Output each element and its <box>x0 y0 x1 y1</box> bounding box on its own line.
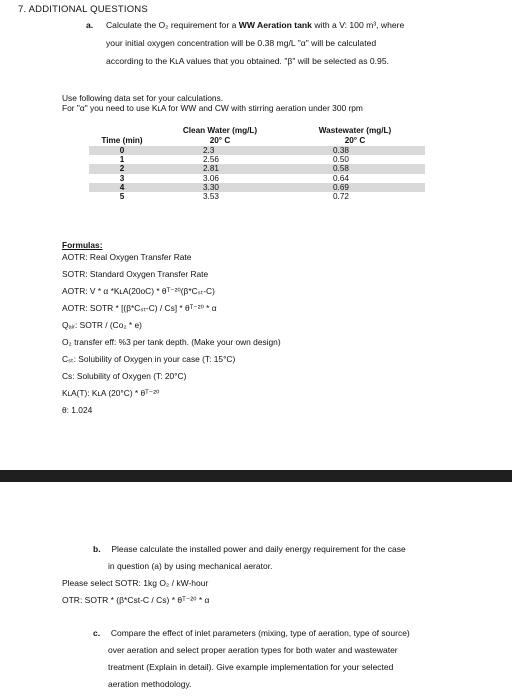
question-a <box>86 16 404 70</box>
question-b-label: b. <box>93 544 101 554</box>
col-clean-header <box>155 126 285 146</box>
cell-ww: 0.38 <box>285 146 425 155</box>
table-row <box>89 146 425 155</box>
question-c-line3: treatment (Explain in detail). Give example implementation for your selected <box>108 662 394 672</box>
table-row <box>89 183 425 192</box>
cell-clean: 2.56 <box>203 155 219 165</box>
cell-clean: 3.53 <box>203 192 219 202</box>
cell-time: 0 <box>89 146 155 155</box>
col-ww-sub: 20° C <box>344 136 366 145</box>
cell-time: 4 <box>89 183 155 192</box>
formula-line: KʟA(T): KʟA (20°C) * θᵀ⁻²⁰ <box>62 388 160 398</box>
cell-time: 5 <box>119 192 125 202</box>
question-c-text1: Compare the effect of inlet parameters (mixing, type of aeration, type of source) <box>110 628 410 638</box>
question-b-line4: OTR: SOTR * (β*Cst-C / Cs) * θᵀ⁻²⁰ * α <box>62 595 210 605</box>
question-c-line4: aeration methodology. <box>108 679 192 689</box>
question-c-line1 <box>93 628 410 638</box>
question-c-line2: over aeration and select proper aeration types for both water and wastewater <box>108 645 398 655</box>
page-2 <box>0 482 512 700</box>
table-row <box>89 164 425 173</box>
cell-clean: 3.06 <box>203 173 219 183</box>
data-table <box>89 126 425 201</box>
cell-clean: 2.81 <box>155 164 285 173</box>
question-a-line1: Calculate the O₂ requirement for a <box>105 20 237 30</box>
question-b-text1: Please calculate the installed power and daily energy requirement for the case <box>111 544 406 554</box>
formula-line: AOTR: V * α *KʟA(20oC) * θᵀ⁻²⁰(β*Cₛₜ-C) <box>62 286 215 296</box>
page-divider <box>0 470 512 482</box>
question-c-label: c. <box>93 628 101 638</box>
cell-time: 2 <box>89 164 155 173</box>
formula-line: SOTR: Standard Oxygen Transfer Rate <box>62 269 209 279</box>
question-b-line3: Please select SOTR: 1kg O₂ / kW-hour <box>62 578 209 588</box>
cell-time: 3 <box>119 173 125 183</box>
question-a-label: a. <box>86 20 94 30</box>
cell-time: 1 <box>119 155 125 165</box>
question-b-line1 <box>93 544 406 554</box>
formula-line: AOTR: SOTR * [(β*Cₛₜ-C) / Cs] * θᵀ⁻²⁰ * α <box>62 303 217 313</box>
question-a-line3: according to the KʟA values that you obtained. "β" will be selected as 0.95. <box>106 56 390 66</box>
question-a-line2: your initial oxygen concentration will be 0.38 mg/L "α" will be calculated <box>106 38 377 48</box>
question-a-bold: WW Aeration tank <box>238 20 312 30</box>
table-row <box>89 174 425 183</box>
section-heading: 7. ADDITIONAL QUESTIONS <box>18 4 148 15</box>
cell-clean: 3.30 <box>155 183 285 192</box>
formula-line: O₂ transfer eff: %3 per tank depth. (Make your own design) <box>62 337 281 347</box>
col-clean-sub: 20° C <box>209 136 231 145</box>
data-intro-line1: Use following data set for your calculations. <box>62 93 224 103</box>
cell-ww: 0.72 <box>333 192 349 202</box>
cell-ww: 0.50 <box>333 155 349 165</box>
formula-line: Cs: Solubility of Oxygen (T: 20°C) <box>62 371 187 381</box>
question-b-line2: in question (a) by using mechanical aerator. <box>108 561 273 571</box>
cell-clean: 2.3 <box>155 146 285 155</box>
col-clean-title: Clean Water (mg/L) <box>182 126 258 135</box>
data-intro-line2: For "α" you need to use KʟA for WW and CW with stirring aeration under 300 rpm <box>62 103 363 113</box>
formula-line: Cₛₜ: Solubility of Oxygen in your case (T: 15°C) <box>62 354 236 364</box>
formula-line: AOTR: Real Oxygen Transfer Rate <box>62 252 192 262</box>
table-row <box>89 155 425 164</box>
cell-ww: 0.58 <box>285 164 425 173</box>
question-a-line1-rest: with a V: 100 m³, where <box>314 20 405 30</box>
cell-ww: 0.64 <box>333 173 349 183</box>
formula-line: θ: 1.024 <box>62 405 93 415</box>
table-row <box>89 192 425 201</box>
cell-ww: 0.69 <box>285 183 425 192</box>
col-time-header: Time (min) <box>101 136 143 145</box>
col-ww-header <box>285 126 425 146</box>
formulas-heading: Formulas: <box>62 240 103 250</box>
formula-line: Qₐᵢᵣ: SOTR / (Co₂ * e) <box>62 320 142 330</box>
col-ww-title: Wastewater (mg/L) <box>318 126 392 135</box>
